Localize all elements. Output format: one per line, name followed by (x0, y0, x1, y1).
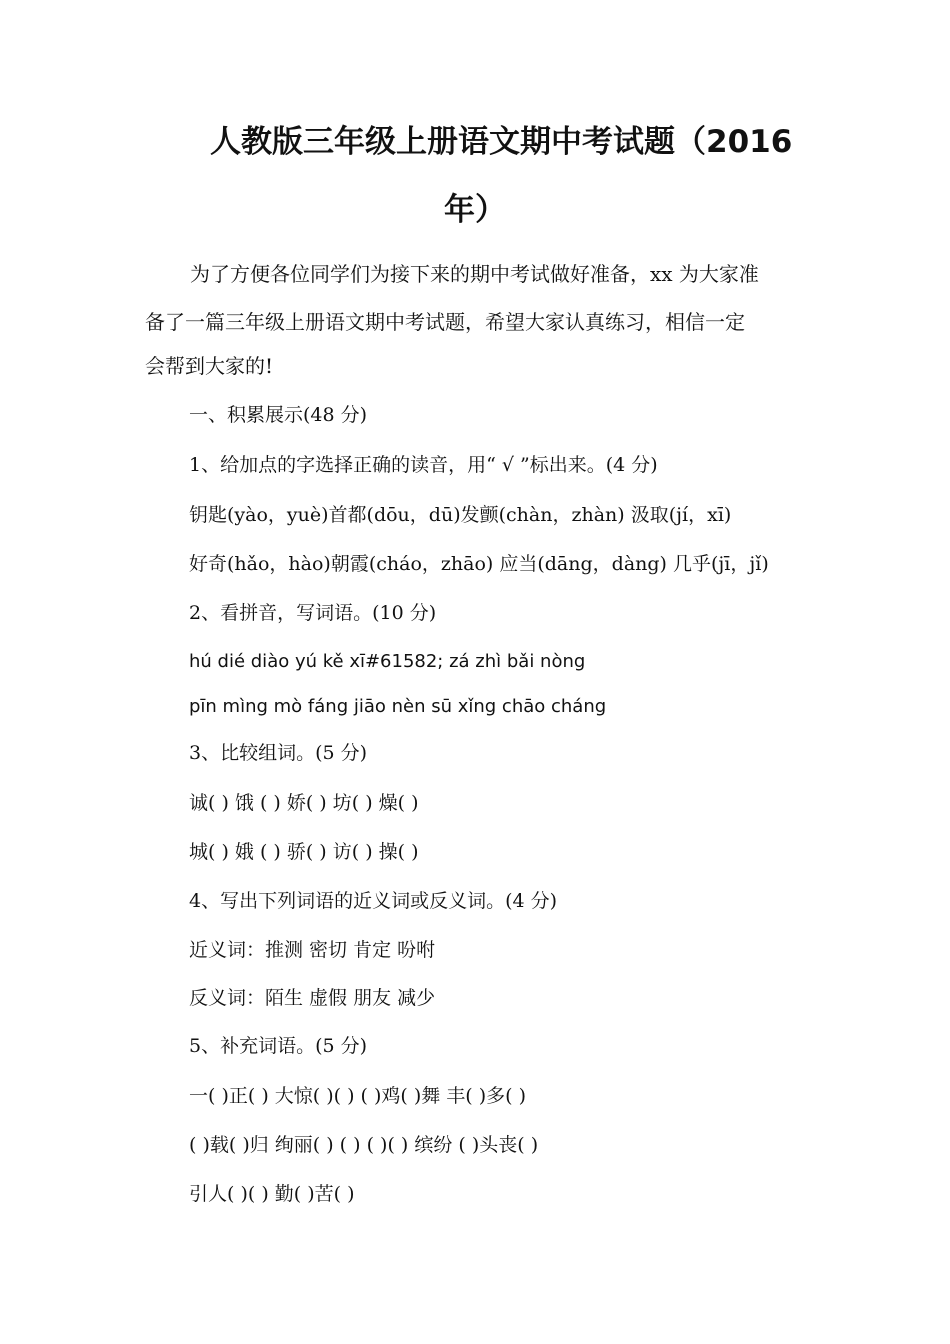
question-2-heading: 2、看拼音，写词语。(10 分) (189, 602, 437, 624)
question-5-row-3: 引人( )( ) 勤( )苦( ) (189, 1183, 355, 1205)
question-3-row-1: 诚( ) 饿 ( ) 娇( ) 坊( ) 燥( ) (189, 792, 419, 814)
question-5-row-1: 一( )正( ) 大惊( )( ) ( )鸡( )舞 丰( )多( ) (189, 1085, 527, 1107)
question-5-row-2: ( )载( )归 绚丽( ) ( ) ( )( ) 缤纷 ( )头丧( ) (189, 1134, 539, 1156)
intro-paragraph-line-1: 为了方便各位同学们为接下来的期中考试做好准备，xx 为大家准 (190, 262, 759, 286)
question-5-heading: 5、补充词语。(5 分) (189, 1035, 368, 1057)
section-heading-accumulation: 一、积累展示(48 分) (189, 404, 368, 426)
question-4-antonyms: 反义词：陌生 虚假 朋友 减少 (189, 987, 436, 1009)
intro-paragraph-line-2: 备了一篇三年级上册语文期中考试题，希望大家认真练习，相信一定 (145, 310, 745, 334)
question-2-pinyin-row-1: hú dié diào yú kě xī#61582; zá zhì bǎi nòng (189, 651, 586, 672)
question-3-heading: 3、比较组词。(5 分) (189, 742, 368, 764)
document-title-line-1: 人教版三年级上册语文期中考试题（2016 (210, 124, 793, 160)
question-1-row-1: 钥匙(yào，yuè)首都(dōu，dū)发颤(chàn，zhàn) 汲取(jí，xī) (189, 504, 732, 526)
question-1-heading: 1、给加点的字选择正确的读音，用“ √ ”标出来。(4 分) (189, 454, 658, 476)
question-1-row-2: 好奇(hǎo，hào)朝霞(cháo，zhāo) 应当(dāng，dàng) 几乎(jī，jǐ) (189, 553, 769, 575)
document-title-line-2: 年） (444, 192, 506, 228)
question-4-heading: 4、写出下列词语的近义词或反义词。(4 分) (189, 890, 558, 912)
question-2-pinyin-row-2: pīn mìng mò fáng jiāo nèn sū xǐng chāo cháng (189, 696, 607, 717)
question-3-row-2: 城( ) 娥 ( ) 骄( ) 访( ) 操( ) (189, 841, 419, 863)
intro-paragraph-line-3: 会帮到大家的! (145, 354, 274, 378)
question-4-synonyms: 近义词：推测 密切 肯定 吩咐 (189, 939, 436, 961)
